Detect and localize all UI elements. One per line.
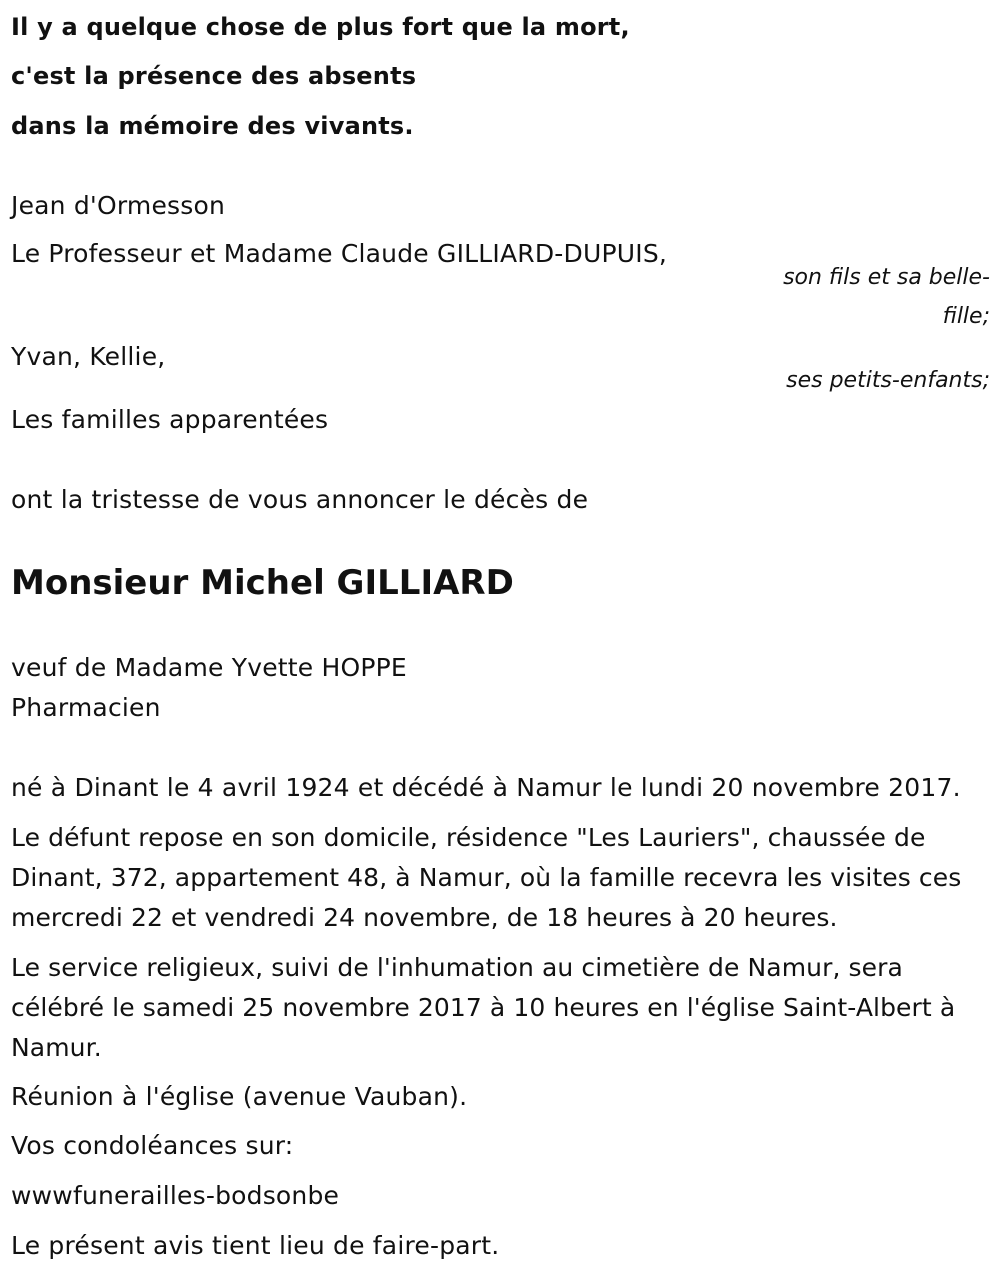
profession: Pharmacien (11, 693, 161, 722)
website-link[interactable]: wwwfunerailles-bodsonbe (11, 1181, 340, 1210)
family-son: Le Professeur et Madame Claude GILLIARD-DUPUIS, (11, 239, 668, 268)
family-grandchildren: Yvan, Kellie, (11, 342, 166, 371)
meeting: Réunion à l'église (avenue Vauban). (11, 1082, 468, 1111)
quote-author: Jean d'Ormesson (11, 191, 226, 220)
quote-line-1: Il y a quelque chose de plus fort que la mort, (11, 13, 630, 41)
quote-line-3: dans la mémoire des vivants. (11, 112, 414, 140)
deceased-name: Monsieur Michel GILLIARD (11, 563, 514, 603)
service-paragraph: Le service religieux, suivi de l'inhumation au cimetière de Namur, sera célébré le samedi 25 novembre 2017 à 10 heures en l'église Saint-Albert à Namur. (11, 953, 956, 1062)
birth-death: né à Dinant le 4 avril 1924 et décédé à Namur le lundi 20 novembre 2017. (11, 773, 961, 802)
announcement: ont la tristesse de vous annoncer le décès de (11, 485, 589, 514)
family-son-role-2: fille; (942, 304, 990, 329)
family-grandchildren-role: ses petits-enfants; (786, 368, 990, 393)
family-son-role-1: son fils et sa belle- (783, 265, 990, 290)
widow-of: veuf de Madame Yvette HOPPE (11, 653, 407, 682)
notice: Le présent avis tient lieu de faire-part. (11, 1231, 500, 1260)
quote-line-2: c'est la présence des absents (11, 62, 417, 90)
condolences-label: Vos condoléances sur: (11, 1131, 294, 1160)
repose-paragraph: Le défunt repose en son domicile, résidence "Les Lauriers", chaussée de Dinant, 372, appartement 48, à Namur, où la famille recevra les visites ces mercredi 22 et vendredi 24 novembre, de 18 heures à 20 heures. (11, 823, 962, 932)
family-relatives: Les familles apparentées (11, 405, 329, 434)
